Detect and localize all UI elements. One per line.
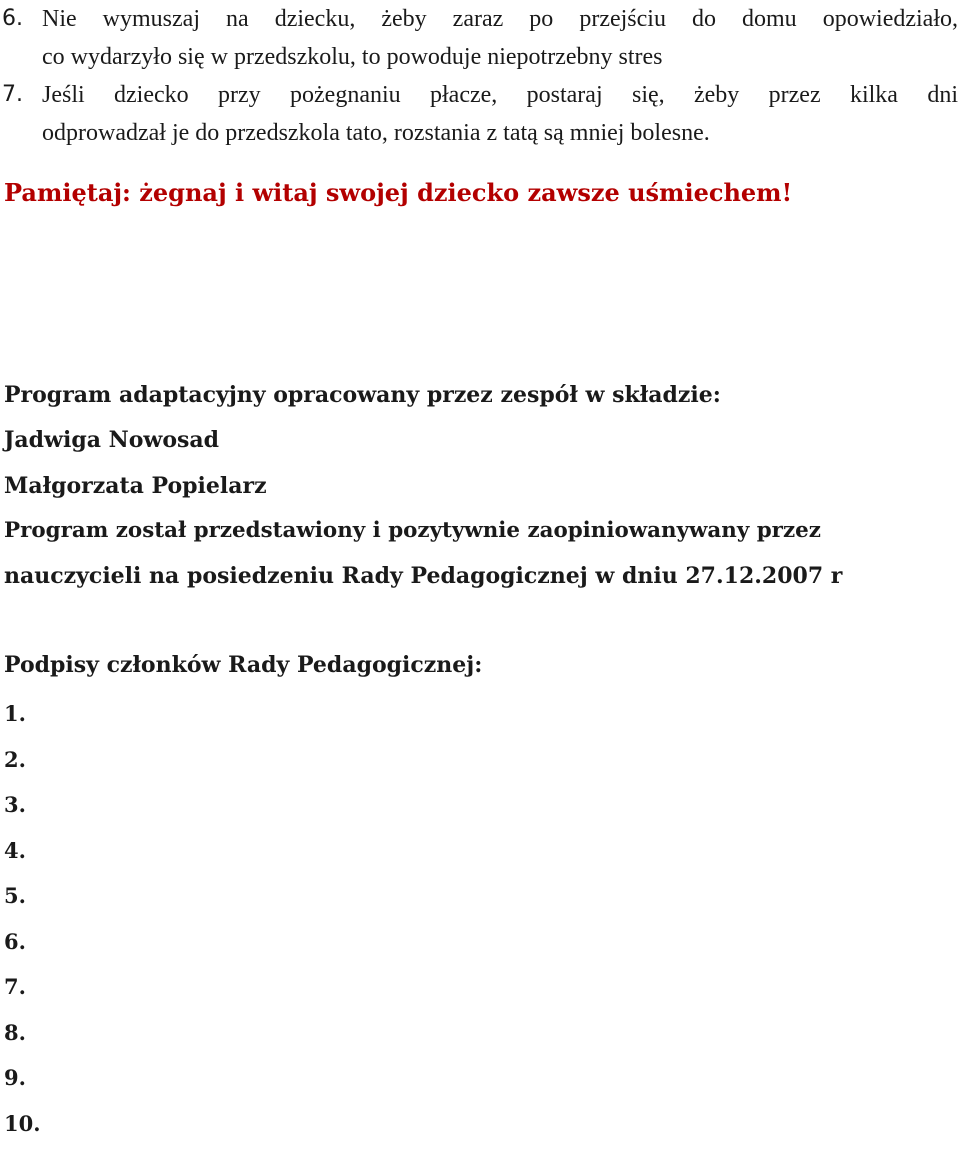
tip-line: Jeśli dziecko przy pożegnaniu płacze, postaraj się, żeby przez kilka dni bbox=[42, 76, 958, 114]
tip-text bbox=[42, 76, 960, 152]
tip-number: 7. bbox=[0, 76, 42, 114]
tip-number: 6. bbox=[0, 0, 42, 38]
signature-list bbox=[4, 698, 41, 1153]
team-heading: Program adaptacyjny opracowany przez zespół w składzie: bbox=[4, 382, 960, 408]
numbered-tips-list bbox=[0, 0, 960, 152]
tip-item-7 bbox=[0, 76, 960, 152]
signature-number: 10. bbox=[4, 1108, 41, 1153]
team-member: Jadwiga Nowosad bbox=[4, 427, 960, 453]
signature-number: 8. bbox=[4, 1017, 41, 1063]
tip-item-6 bbox=[0, 0, 960, 76]
signature-number: 4. bbox=[4, 835, 41, 881]
signature-number: 3. bbox=[4, 789, 41, 835]
approval-line: nauczycieli na posiedzeniu Rady Pedagogicznej w dniu 27.12.2007 r bbox=[4, 563, 960, 589]
signature-number: 1. bbox=[4, 698, 41, 744]
signature-number: 7. bbox=[4, 971, 41, 1017]
tip-line: odprowadzał je do przedszkola tato, rozstania z tatą są mniej bolesne. bbox=[42, 114, 958, 152]
signature-number: 6. bbox=[4, 926, 41, 972]
tip-line: co wydarzyło się w przedszkolu, to powoduje niepotrzebny stres bbox=[42, 38, 958, 76]
approval-line: Program został przedstawiony i pozytywnie zaopiniowanywany przez bbox=[4, 518, 960, 543]
tip-text bbox=[42, 0, 960, 76]
signature-number: 5. bbox=[4, 880, 41, 926]
reminder-note: Pamiętaj: żegnaj i witaj swojej dziecko zawsze uśmiechem! bbox=[4, 178, 792, 207]
tip-line: Nie wymuszaj na dziecku, żeby zaraz po przejściu do domu opowiedziało, bbox=[42, 0, 958, 38]
signature-number: 9. bbox=[4, 1062, 41, 1108]
signature-number: 2. bbox=[4, 744, 41, 790]
team-member: Małgorzata Popielarz bbox=[4, 473, 960, 499]
signatures-heading: Podpisy członków Rady Pedagogicznej: bbox=[4, 652, 960, 678]
